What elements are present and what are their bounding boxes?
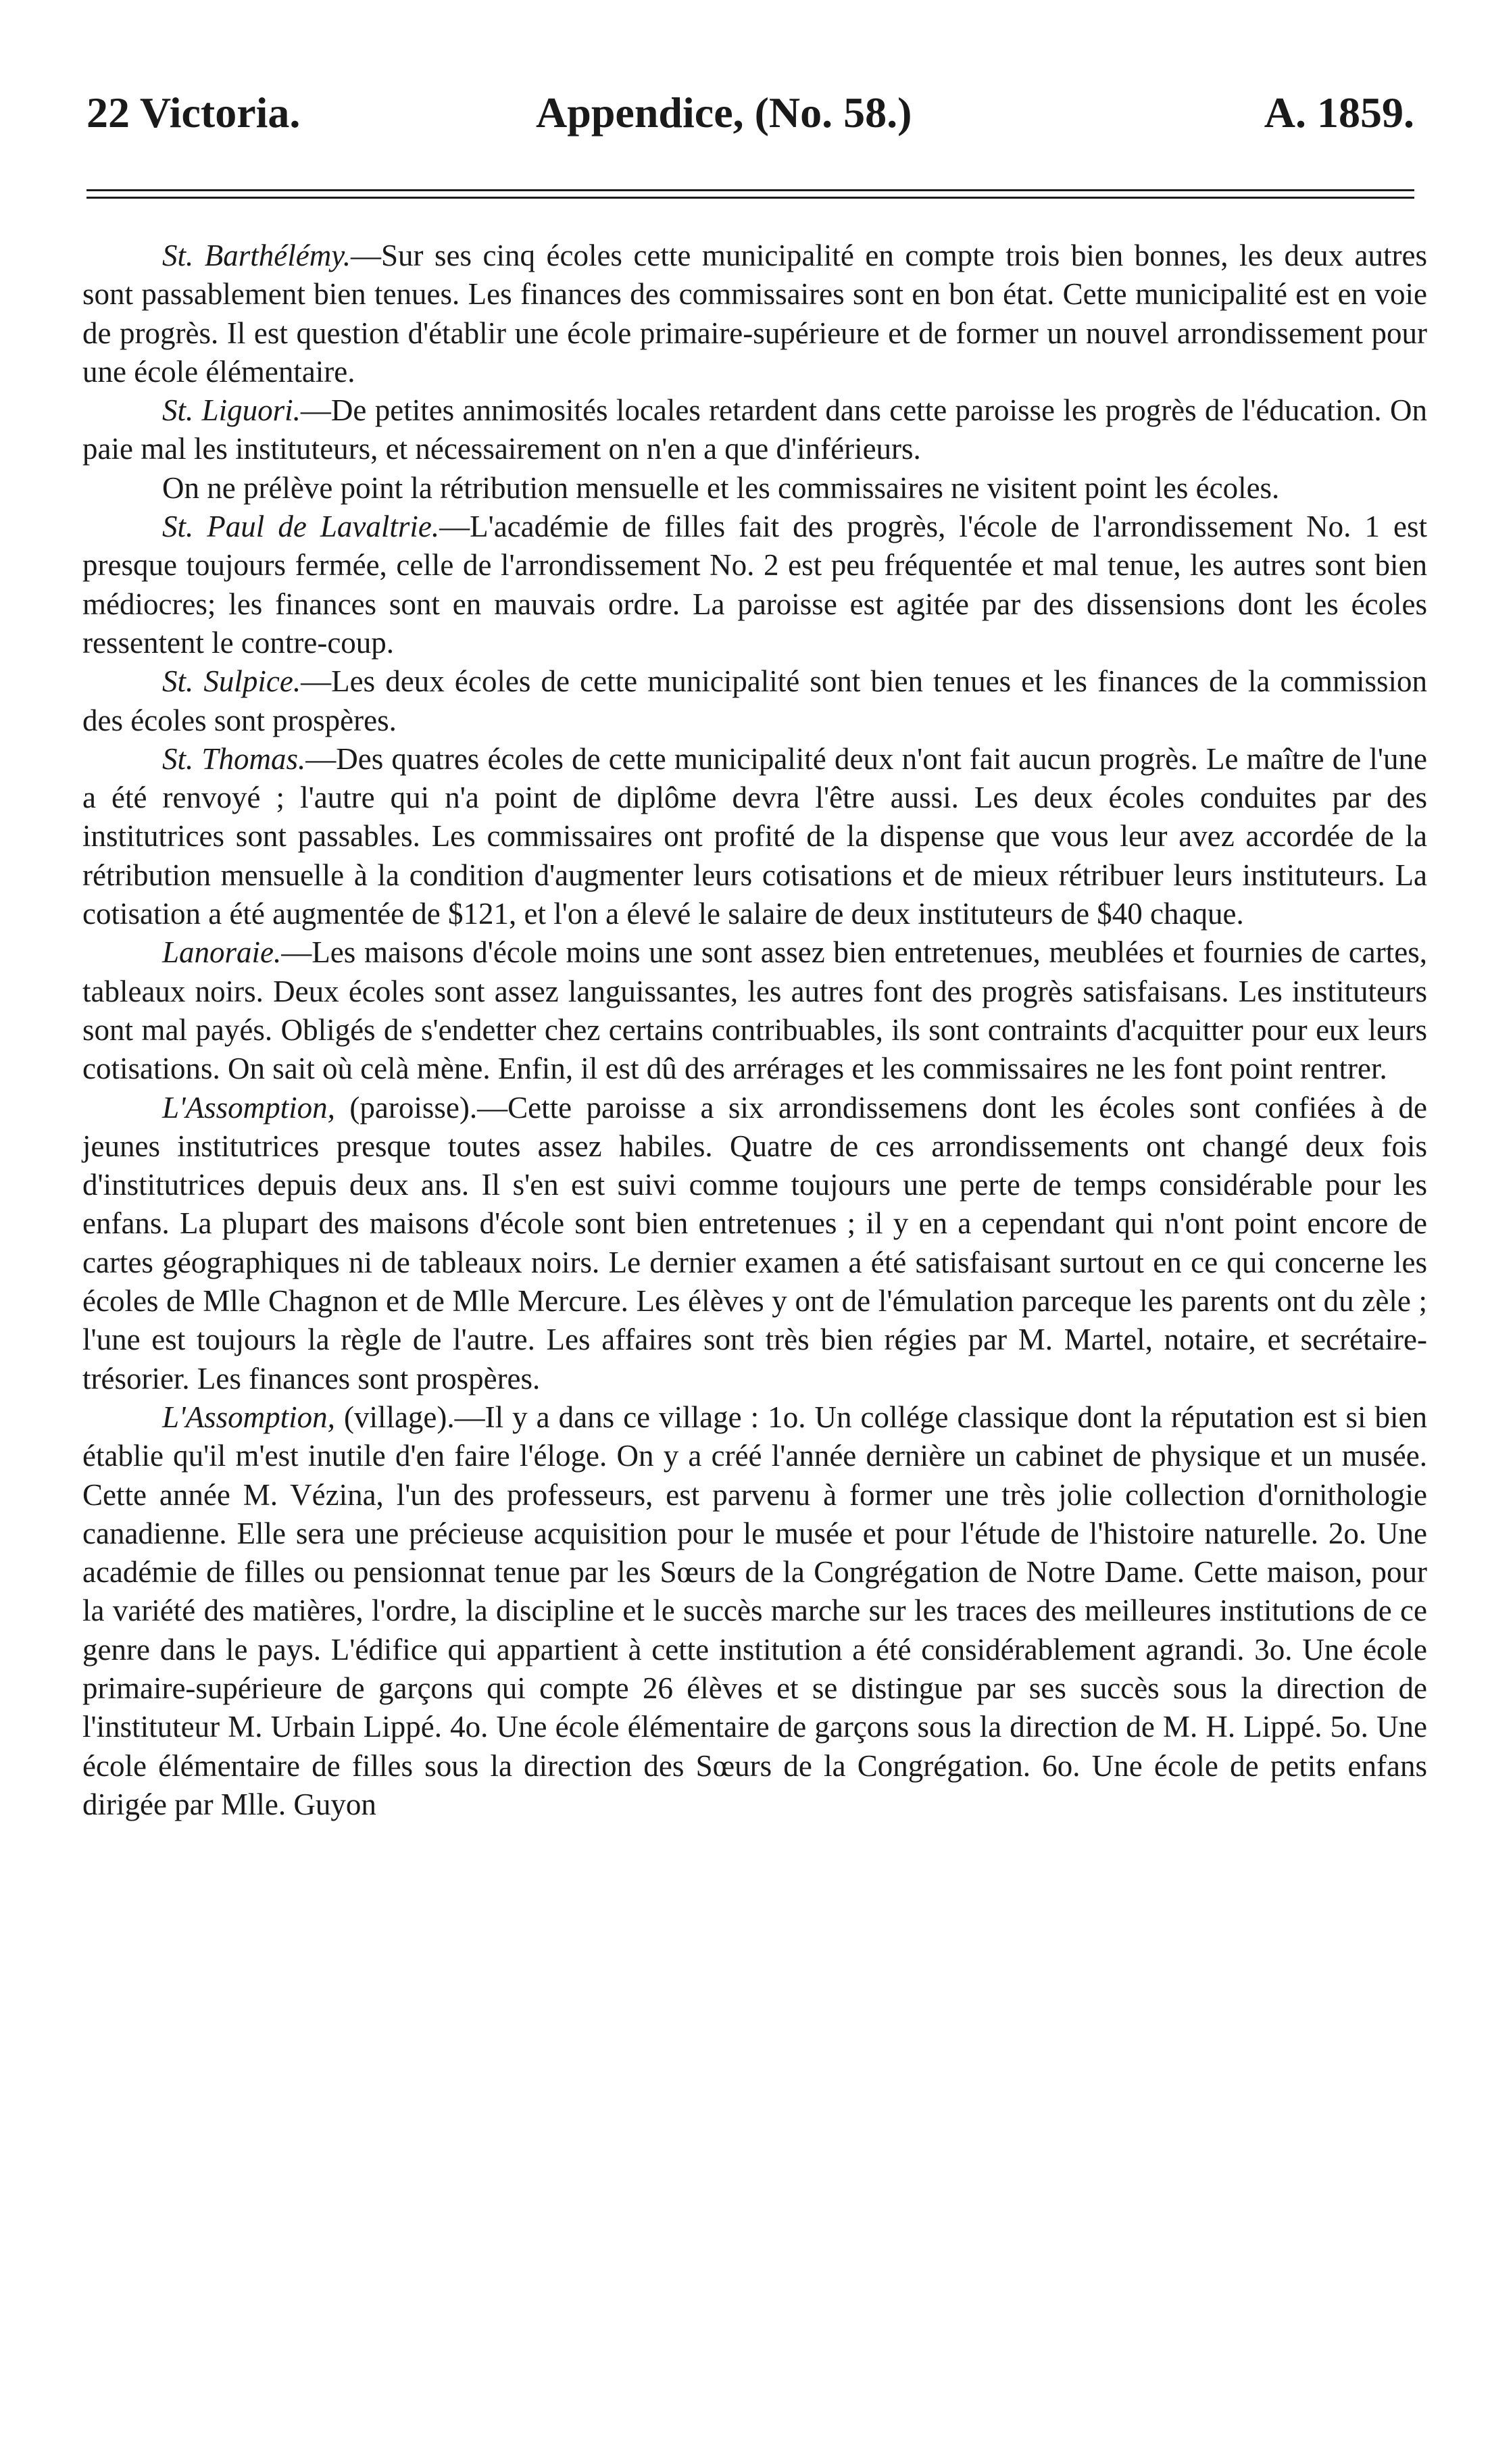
paragraph-text: —L'académie de filles fait des progrès, l'école de l'arrondissement No. 1 est presque toujours fermée, celle de l'arrondissement No. 2 est peu fréquentée et mal tenue, les autres sont bien médiocres; les finances sont en mauvais ordre. La paroisse est agitée par des dissensions dont les écoles ressentent le contre-coup.	[82, 510, 1427, 660]
header-session: 22 Victoria.	[86, 89, 301, 137]
paragraph-text: —Des quatres écoles de cette municipalité deux n'ont fait aucun progrès. Le maître de l'une a été renvoyé ; l'autre qui n'a point de diplôme devra l'être aussi. Les deux écoles conduites par des institutrices sont passables. Les commissaires ont profité de la dispense que vous leur avez accordée de la rétribution mensuelle à la condition d'augmenter leurs cotisations et de mieux rétribuer leurs instituteurs. La cotisation a été augmentée de $121, et l'on a élevé le salaire de deux instituteurs de $40 chaque.	[82, 741, 1427, 931]
running-header	[86, 88, 1414, 142]
paragraph-text: On ne prélève point la rétribution mensuelle et les commissaires ne visitent point les écoles.	[162, 470, 1280, 505]
paragraph-text: (village).—Il y a dans ce village : 1o. Un collége classique dont la réputation est si bien établie qu'il m'est inutile d'en faire l'éloge. On y a créé l'année dernière un cabinet de physique et un musée. Cette année M. Vézina, l'un des professeurs, est parvenu à former une très jolie collection d'ornithologie canadienne. Elle sera une précieuse acquisition pour le musée et pour l'étude de l'histoire naturelle. 2o. Une académie de filles ou pensionnat tenue par les Sœurs de la Congrégation de Notre Dame. Cette maison, pour la variété des matières, l'ordre, la discipline et le succès marche sur les traces des meilleures institutions de ce genre dans le pays. L'édifice qui appartient à cette institution a été considérablement agrandi. 3o. Une école primaire-supérieure de garçons qui compte 26 élèves et se distingue par ses succès sous la direction de l'instituteur M. Urbain Lippé. 4o. Une école élémentaire de garçons sous la direction de M. H. Lippé. 5o. Une école élémentaire de filles sous la direction des Sœurs de la Congrégation. 6o. Une école de petits enfans dirigée par Mlle. Guyon	[82, 1400, 1427, 1821]
paragraph-text: —De petites annimosités locales retardent dans cette paroisse les progrès de l'éducation. On paie mal les instituteurs, et nécessairement on n'en a que d'inférieurs.	[82, 393, 1427, 466]
paragraph-lassomption-village	[82, 1398, 1427, 1824]
place-name: St. Sulpice.	[162, 664, 301, 699]
place-name: St. Paul de Lavaltrie.	[162, 510, 440, 544]
paragraph-st-paul-de-lavaltrie	[82, 508, 1427, 662]
header-rule-top	[86, 189, 1414, 191]
paragraph-lassomption-paroisse	[82, 1089, 1427, 1398]
paragraph-st-barthelemy	[82, 237, 1427, 391]
header-year: A. 1859.	[1264, 89, 1414, 137]
paragraph-text: (paroisse).—Cette paroisse a six arrondissemens dont les écoles sont confiées à de jeunes institutrices presque toutes assez habiles. Quatre de ces arrondissements ont changé deux fois d'institutrices depuis deux ans. Il s'en est suivi comme toujours une perte de temps considérable pour les enfans. La plupart des maisons d'école sont bien entretenues ; il y en a cependant qui n'ont point encore de cartes géographiques ni de tableaux noirs. Le dernier examen a été satisfaisant surtout en ce qui concerne les écoles de Mlle Chagnon et de Mlle Mercure. Les élèves y ont de l'émulation parceque les parents ont du zèle ; l'une est toujours la règle de l'autre. Les affaires sont très bien régies par M. Martel, notaire, et secrétaire-trésorier. Les finances sont prospères.	[82, 1090, 1427, 1396]
place-name: St. Barthélémy.	[162, 239, 351, 272]
place-name: St. Thomas.	[162, 741, 306, 776]
place-name: Lanoraie.	[162, 935, 282, 970]
header-appendix: Appendice, (No. 58.)	[536, 89, 912, 137]
paragraph-lanoraie	[82, 933, 1427, 1088]
paragraph-st-sulpice	[82, 662, 1427, 740]
paragraph-text: —Les maisons d'école moins une sont assez bien entretenues, meublées et fournies de cartes, tableaux noirs. Deux écoles sont assez languissantes, les autres font des progrès satisfaisans. Les instituteurs sont mal payés. Obligés de s'endetter chez certains contribuables, ils sont contraints d'acquitter pour eux leurs cotisations. On sait où celà mène. Enfin, il est dû des arrérages et les commissaires ne les font point rentrer.	[82, 935, 1427, 1086]
paragraph-st-liguori-continued	[82, 469, 1427, 508]
place-name: L'Assomption,	[162, 1400, 335, 1434]
paragraph-text: —Sur ses cinq écoles cette municipalité en compte trois bien bonnes, les deux autres sont passablement bien tenues. Les finances des commissaires sont en bon état. Cette municipalité est en voie de progrès. Il est question d'établir une école primaire-supérieure et de former un nouvel arrondissement pour une école élémentaire.	[82, 239, 1427, 389]
paragraph-st-liguori	[82, 391, 1427, 469]
header-rule-bottom	[86, 197, 1414, 199]
paragraph-text: —Les deux écoles de cette municipalité sont bien tenues et les finances de la commission des écoles sont prospères.	[82, 664, 1427, 737]
place-name: L'Assomption,	[162, 1090, 335, 1125]
paragraph-st-thomas	[82, 740, 1427, 933]
report-body	[82, 237, 1427, 1824]
place-name: St. Liguori.	[162, 393, 301, 428]
